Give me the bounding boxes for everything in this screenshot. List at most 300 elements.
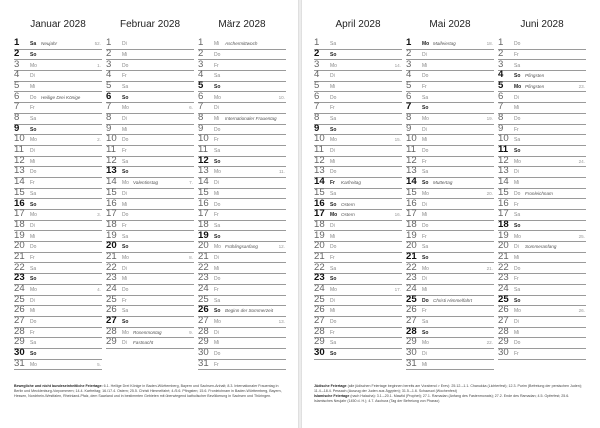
day-number: 11 bbox=[498, 144, 509, 156]
weekday: Sa bbox=[330, 190, 337, 197]
day-number: 9 bbox=[406, 122, 412, 134]
weekday: Mi bbox=[214, 190, 220, 197]
weekday: Sa bbox=[214, 148, 221, 155]
weekday: Mi bbox=[330, 158, 336, 165]
day-number: 25 bbox=[498, 293, 509, 305]
weekday: Fr bbox=[422, 233, 427, 240]
weekday: Di bbox=[30, 297, 35, 304]
day-number: 19 bbox=[406, 229, 417, 241]
holiday-note: Fronleichnam bbox=[525, 190, 553, 196]
weekday: Mi bbox=[122, 201, 128, 208]
weekday: So bbox=[30, 201, 37, 208]
day-row[interactable] bbox=[14, 357, 102, 371]
weekday: So bbox=[214, 233, 221, 240]
day-number: 2 bbox=[198, 47, 204, 59]
weekday: Mi bbox=[122, 126, 128, 133]
weekday: So bbox=[330, 51, 337, 58]
day-number: 23 bbox=[14, 272, 25, 284]
weekday: Do bbox=[514, 41, 521, 48]
calendar-week: 11. bbox=[278, 169, 285, 175]
day-number: 15 bbox=[106, 186, 117, 198]
day-number: 18 bbox=[314, 218, 325, 230]
weekday: Mi bbox=[422, 62, 428, 69]
weekday: Di bbox=[122, 265, 127, 272]
weekday: Do bbox=[330, 244, 337, 251]
day-number: 7 bbox=[406, 101, 412, 113]
day-number: 23 bbox=[198, 272, 209, 284]
weekday: So bbox=[122, 319, 129, 326]
day-number: 19 bbox=[314, 229, 325, 241]
day-number: 18 bbox=[406, 218, 417, 230]
weekday: Mi bbox=[122, 276, 128, 283]
weekday: Mi bbox=[214, 41, 220, 48]
day-number: 12 bbox=[406, 154, 417, 166]
weekday: Fr bbox=[330, 254, 335, 261]
day-number: 7 bbox=[14, 101, 20, 113]
weekday: Mo bbox=[214, 244, 221, 251]
weekday: Fr bbox=[514, 201, 519, 208]
weekday: Mo bbox=[422, 190, 429, 197]
day-number: 13 bbox=[14, 165, 25, 177]
day-number: 17 bbox=[14, 208, 25, 220]
calendar-week: 12. bbox=[278, 244, 285, 250]
weekday: So bbox=[30, 276, 37, 283]
day-number: 7 bbox=[498, 101, 504, 113]
day-number: 3 bbox=[106, 58, 112, 70]
weekday: So bbox=[122, 94, 129, 101]
day-number: 20 bbox=[498, 240, 509, 252]
weekday: Mo bbox=[214, 94, 221, 101]
weekday: Fr bbox=[214, 137, 219, 144]
day-number: 1 bbox=[498, 37, 504, 49]
weekday: Sa bbox=[422, 169, 429, 176]
weekday: So bbox=[514, 148, 521, 155]
weekday: Do bbox=[122, 62, 129, 69]
day-number: 20 bbox=[314, 240, 325, 252]
weekday: Do bbox=[422, 297, 429, 304]
weekday: Mi bbox=[422, 361, 428, 368]
day-number: 9 bbox=[314, 122, 320, 134]
footnote-left bbox=[14, 384, 284, 399]
weekday: Di bbox=[122, 41, 127, 48]
weekday: Mi bbox=[330, 233, 336, 240]
calendar-week: 15. bbox=[394, 137, 401, 143]
day-number: 12 bbox=[198, 154, 209, 166]
weekday: Mi bbox=[30, 233, 36, 240]
day-number: 18 bbox=[198, 218, 209, 230]
day-number: 24 bbox=[198, 283, 209, 294]
day-number: 29 bbox=[14, 336, 25, 348]
day-number: 1 bbox=[198, 37, 204, 49]
day-number: 7 bbox=[106, 101, 112, 113]
weekday: Mi bbox=[30, 83, 36, 90]
day-number: 27 bbox=[314, 315, 325, 327]
weekday: Sa bbox=[514, 137, 521, 144]
holiday-note: Karfreitag bbox=[341, 180, 361, 186]
day-number: 25 bbox=[106, 293, 117, 305]
day-row[interactable] bbox=[406, 357, 494, 371]
footnote-right-text-jewish: (alle jüdischen Feiertage beginnen bereits am Vorabend > Erev): 25.12.–1.1. Chanukka (Lichterfest); 12.3. Purim (Befreiung der persischen Juden); 11.4.–18.4. Pessach (Auszug der Juden aus Ägypten); 31.5.–1.6. Schawuot (Wochenfest) bbox=[314, 384, 582, 393]
weekday: Fr bbox=[422, 158, 427, 165]
weekday: Do bbox=[214, 276, 221, 283]
weekday: Sa bbox=[30, 265, 37, 272]
weekday: Sa bbox=[214, 73, 221, 80]
calendar-week: 10. bbox=[278, 94, 285, 100]
weekday: Mi bbox=[514, 180, 520, 187]
day-number: 3 bbox=[498, 58, 504, 70]
weekday: Sa bbox=[122, 158, 129, 165]
day-number: 4 bbox=[14, 69, 20, 81]
day-number: 28 bbox=[406, 325, 417, 337]
weekday: Mi bbox=[122, 51, 128, 58]
day-number: 27 bbox=[106, 315, 117, 327]
calendar-week: 3. bbox=[97, 212, 101, 218]
weekday: Mo bbox=[122, 105, 129, 112]
day-number: 20 bbox=[14, 240, 25, 252]
weekday: Do bbox=[214, 351, 221, 358]
day-number: 3 bbox=[198, 58, 204, 70]
day-number: 20 bbox=[406, 240, 417, 252]
weekday: Mo bbox=[30, 62, 37, 69]
weekday: Di bbox=[514, 244, 519, 251]
calendar-week: 23. bbox=[578, 83, 585, 89]
day-number: 12 bbox=[498, 154, 509, 166]
day-number: 10 bbox=[498, 133, 509, 145]
day-number: 21 bbox=[406, 250, 417, 262]
weekday: Mo bbox=[422, 340, 429, 347]
weekday: Sa bbox=[422, 319, 429, 326]
weekday: Sa bbox=[30, 116, 37, 122]
day-number: 17 bbox=[198, 208, 209, 220]
day-number: 14 bbox=[14, 176, 25, 188]
weekday: Mo bbox=[122, 180, 129, 187]
day-number: 29 bbox=[314, 336, 325, 348]
day-number: 19 bbox=[14, 229, 25, 241]
day-row[interactable] bbox=[198, 357, 286, 371]
day-number: 24 bbox=[314, 283, 325, 294]
weekday: Do bbox=[30, 319, 37, 326]
day-number: 26 bbox=[314, 304, 325, 316]
weekday: Fr bbox=[214, 361, 219, 368]
calendar-week: 18. bbox=[486, 41, 493, 47]
day-number: 11 bbox=[14, 144, 24, 156]
weekday: Di bbox=[214, 254, 219, 261]
day-number: 14 bbox=[498, 176, 509, 188]
day-number: 24 bbox=[106, 283, 117, 294]
weekday: Fr bbox=[122, 297, 127, 304]
day-number: 11 bbox=[406, 144, 416, 156]
day-number: 6 bbox=[14, 90, 20, 102]
day-number: 22 bbox=[198, 261, 209, 273]
holiday-note: Aschermittwoch bbox=[225, 41, 258, 47]
weekday: Do bbox=[122, 137, 129, 144]
day-number: 29 bbox=[106, 336, 117, 348]
weekday: Do bbox=[214, 201, 221, 208]
calendar-week: 9. bbox=[189, 329, 193, 335]
weekday: So bbox=[330, 351, 337, 358]
weekday: Mo bbox=[514, 308, 521, 315]
day-number: 30 bbox=[498, 347, 509, 359]
weekday: Di bbox=[422, 276, 427, 283]
month-title: Januar 2028 bbox=[30, 19, 86, 30]
day-row[interactable] bbox=[314, 349, 402, 360]
month-title: Mai 2028 bbox=[429, 19, 471, 30]
weekday: Mi bbox=[330, 308, 336, 315]
weekday: Do bbox=[514, 340, 521, 347]
calendar-week: 25. bbox=[578, 233, 585, 239]
day-number: 26 bbox=[406, 304, 417, 316]
weekday: So bbox=[122, 244, 129, 251]
weekday: Do bbox=[30, 169, 37, 176]
weekday: Mi bbox=[214, 116, 220, 122]
weekday: Mo bbox=[214, 319, 221, 326]
weekday: So bbox=[30, 51, 37, 58]
day-number: 16 bbox=[106, 197, 117, 209]
weekday: Do bbox=[122, 287, 129, 293]
weekday: Fr bbox=[30, 180, 35, 187]
day-number: 25 bbox=[14, 293, 25, 305]
day-number: 13 bbox=[198, 165, 209, 177]
weekday: Sa bbox=[514, 287, 521, 293]
weekday: Mo bbox=[30, 137, 37, 144]
weekday: So bbox=[30, 126, 37, 133]
day-number: 17 bbox=[498, 208, 509, 220]
weekday: Mo bbox=[214, 169, 221, 176]
day-number: 20 bbox=[106, 240, 117, 252]
day-number: 28 bbox=[498, 325, 509, 337]
day-number: 27 bbox=[14, 315, 25, 327]
weekday: So bbox=[330, 126, 337, 133]
weekday: Sa bbox=[422, 94, 429, 101]
day-number: 27 bbox=[198, 315, 209, 327]
month-title: Februar 2028 bbox=[119, 19, 181, 30]
weekday: Fr bbox=[422, 83, 427, 90]
weekday: Fr bbox=[122, 73, 127, 80]
day-number: 25 bbox=[406, 293, 417, 305]
weekday: So bbox=[330, 201, 337, 208]
day-number: 27 bbox=[406, 315, 417, 327]
holiday-note: Pfingsten bbox=[525, 73, 545, 79]
day-number: 8 bbox=[406, 112, 412, 123]
day-number: 5 bbox=[314, 79, 320, 91]
weekday: Mi bbox=[514, 105, 520, 112]
day-number: 26 bbox=[198, 304, 209, 316]
weekday: Mo bbox=[30, 212, 37, 219]
weekday: Do bbox=[422, 222, 429, 229]
day-number: 13 bbox=[498, 165, 509, 177]
day-number: 31 bbox=[198, 357, 209, 369]
weekday: So bbox=[422, 329, 429, 336]
day-number: 7 bbox=[198, 101, 204, 113]
day-number: 1 bbox=[106, 37, 112, 49]
weekday: Sa bbox=[422, 244, 429, 251]
weekday: Fr bbox=[214, 62, 219, 69]
weekday: Mi bbox=[330, 83, 336, 90]
day-number: 14 bbox=[198, 176, 209, 188]
footnote-right-heading-jewish: Jüdische Feiertage bbox=[314, 384, 347, 388]
day-number: 30 bbox=[198, 347, 209, 359]
day-number: 9 bbox=[198, 122, 204, 134]
day-number: 2 bbox=[406, 47, 412, 59]
day-number: 8 bbox=[14, 112, 20, 123]
weekday: Fr bbox=[514, 276, 519, 283]
calendar-week: 2. bbox=[97, 137, 101, 143]
calendar-week: 52. bbox=[94, 41, 101, 47]
day-number: 21 bbox=[314, 250, 325, 262]
weekday: Di bbox=[514, 169, 519, 176]
day-number: 3 bbox=[406, 58, 412, 70]
day-number: 17 bbox=[106, 208, 117, 220]
weekday: Do bbox=[30, 94, 37, 101]
day-number: 22 bbox=[14, 261, 25, 273]
weekday: Do bbox=[422, 73, 429, 80]
weekday: Di bbox=[330, 148, 335, 155]
weekday: Mo bbox=[514, 233, 521, 240]
weekday: Di bbox=[422, 51, 427, 58]
weekday: Mi bbox=[214, 265, 220, 272]
weekday: Mo bbox=[422, 265, 429, 272]
weekday: Di bbox=[30, 148, 35, 155]
day-number: 22 bbox=[314, 261, 325, 273]
day-number: 10 bbox=[198, 133, 209, 145]
day-number: 8 bbox=[198, 112, 204, 123]
day-number: 21 bbox=[106, 250, 117, 262]
weekday: Sa bbox=[122, 233, 129, 240]
weekday: Sa bbox=[214, 222, 221, 229]
day-number: 30 bbox=[406, 347, 417, 359]
weekday: Mo bbox=[422, 41, 430, 48]
weekday: Di bbox=[30, 73, 35, 80]
month-title: März 2028 bbox=[218, 19, 266, 30]
weekday: So bbox=[122, 169, 129, 176]
day-number: 23 bbox=[314, 272, 325, 284]
day-number: 11 bbox=[314, 144, 324, 156]
weekday: Di bbox=[30, 222, 35, 229]
weekday: Mo bbox=[422, 116, 429, 122]
day-number: 13 bbox=[406, 165, 417, 177]
weekday: Sa bbox=[514, 62, 521, 69]
footnote-right-text-islamic: (nach Halacha): 3.1.–20.1. Mawlid (Prophet); 27.1. Ramadan (Anfang des Fastenmonats); 27.2. Ende des Ramadan; 4.5. Opferfest; 25.6. Islamisches Neujahr (1450 d. H.); 4.7. Aschura (Tag der Befreiung von Pharao) bbox=[314, 394, 570, 403]
holiday-note: Ostern bbox=[341, 212, 355, 218]
day-number: 31 bbox=[14, 357, 25, 369]
weekday: Mi bbox=[422, 212, 428, 219]
day-number: 2 bbox=[498, 47, 504, 59]
day-number: 12 bbox=[314, 154, 325, 166]
day-number: 26 bbox=[498, 304, 509, 316]
weekday: Di bbox=[514, 319, 519, 326]
day-number: 8 bbox=[498, 112, 504, 123]
weekday: Mo bbox=[330, 212, 338, 219]
calendar-week: 17. bbox=[394, 287, 401, 292]
day-number: 28 bbox=[198, 325, 209, 337]
weekday: Do bbox=[422, 148, 429, 155]
weekday: Sa bbox=[214, 297, 221, 304]
weekday: Fr bbox=[514, 351, 519, 358]
day-number: 4 bbox=[314, 69, 320, 81]
weekday: Mo bbox=[30, 361, 37, 368]
day-number: 25 bbox=[314, 293, 325, 305]
calendar-week: 21. bbox=[486, 265, 493, 271]
day-row[interactable] bbox=[498, 349, 586, 360]
weekday: Sa bbox=[30, 41, 37, 48]
holiday-note: Neujahr bbox=[41, 41, 58, 47]
calendar-week: 14. bbox=[394, 62, 401, 68]
day-number: 10 bbox=[106, 133, 117, 145]
day-number: 30 bbox=[314, 347, 325, 359]
day-row[interactable] bbox=[106, 338, 194, 349]
calendar-week: 26. bbox=[578, 308, 585, 314]
weekday: Mi bbox=[30, 308, 36, 315]
footnote-right bbox=[314, 384, 584, 404]
day-number: 19 bbox=[498, 229, 509, 241]
day-number: 2 bbox=[106, 47, 112, 59]
day-number: 12 bbox=[106, 154, 117, 166]
day-number: 14 bbox=[314, 176, 325, 188]
day-number: 1 bbox=[406, 37, 412, 49]
weekday: Sa bbox=[330, 116, 337, 122]
calendar-week: 16. bbox=[394, 212, 401, 218]
day-number: 23 bbox=[106, 272, 117, 284]
weekday: Di bbox=[122, 116, 127, 122]
day-number: 1 bbox=[314, 37, 320, 49]
day-number: 28 bbox=[14, 325, 25, 337]
weekday: So bbox=[30, 351, 37, 358]
weekday: Sa bbox=[30, 190, 37, 197]
footnote-left-heading: Bewegliche und nicht bundeseinheitliche Feiertage: bbox=[14, 384, 103, 388]
day-number: 22 bbox=[406, 261, 417, 273]
day-number: 4 bbox=[198, 69, 204, 81]
day-number: 15 bbox=[14, 186, 25, 198]
weekday: Di bbox=[330, 73, 335, 80]
holiday-note: Beginn der Sommerzeit bbox=[225, 308, 274, 314]
day-number: 17 bbox=[314, 208, 325, 220]
weekday: Fr bbox=[214, 287, 219, 293]
weekday: Do bbox=[214, 126, 221, 133]
day-number: 26 bbox=[14, 304, 25, 316]
day-number: 24 bbox=[14, 283, 25, 294]
weekday: Sa bbox=[122, 308, 129, 315]
footnote-left-text: 6.1. Heilige Drei Könige in Baden-Württemberg, Bayern und Sachsen-Anhalt; 8.3. Internationaler Frauentag in Berlin und Mecklenburg-Vorpommern; 14.4. Karfreitag; 16./17.4. Ostern; 25.5. Christi Himmelfahrt; 4./5.6. Pfingsten; 15.6. Fronleichnam in Baden-Württemberg, Bayern, Hessen, Nordrhein-Westfalen, Rheinland-Pfalz, dem Saarland und in bestimmten Gebieten mit überwiegend katholischer Bevölkerung in Sachsen und Thüringen. bbox=[14, 384, 282, 398]
day-number: 14 bbox=[106, 176, 117, 188]
day-number: 20 bbox=[198, 240, 209, 252]
day-number: 23 bbox=[406, 272, 417, 284]
weekday: Fr bbox=[514, 126, 519, 133]
weekday: Do bbox=[330, 319, 337, 326]
day-number: 19 bbox=[106, 229, 117, 241]
weekday: So bbox=[422, 254, 429, 261]
day-number: 3 bbox=[314, 58, 320, 70]
holiday-note: Internationaler Frauentag bbox=[225, 116, 277, 121]
day-number: 5 bbox=[406, 79, 412, 91]
day-number: 15 bbox=[198, 186, 209, 198]
month-title: Juni 2028 bbox=[520, 19, 564, 30]
holiday-note: Christi Himmelfahrt bbox=[433, 297, 473, 303]
month-column bbox=[314, 18, 402, 360]
weekday: Di bbox=[422, 201, 427, 208]
day-number: 29 bbox=[498, 336, 509, 348]
holiday-note: Ostern bbox=[341, 201, 355, 207]
day-number: 24 bbox=[498, 283, 509, 294]
weekday: So bbox=[422, 180, 429, 187]
day-number: 21 bbox=[14, 250, 25, 262]
weekday: Di bbox=[122, 340, 127, 347]
weekday: Fr bbox=[122, 222, 127, 229]
calendar-week: 7. bbox=[189, 180, 193, 186]
month-column bbox=[106, 18, 194, 349]
holiday-note: Valentinstag bbox=[133, 180, 159, 186]
day-number: 22 bbox=[106, 261, 117, 273]
day-number: 6 bbox=[314, 90, 320, 102]
